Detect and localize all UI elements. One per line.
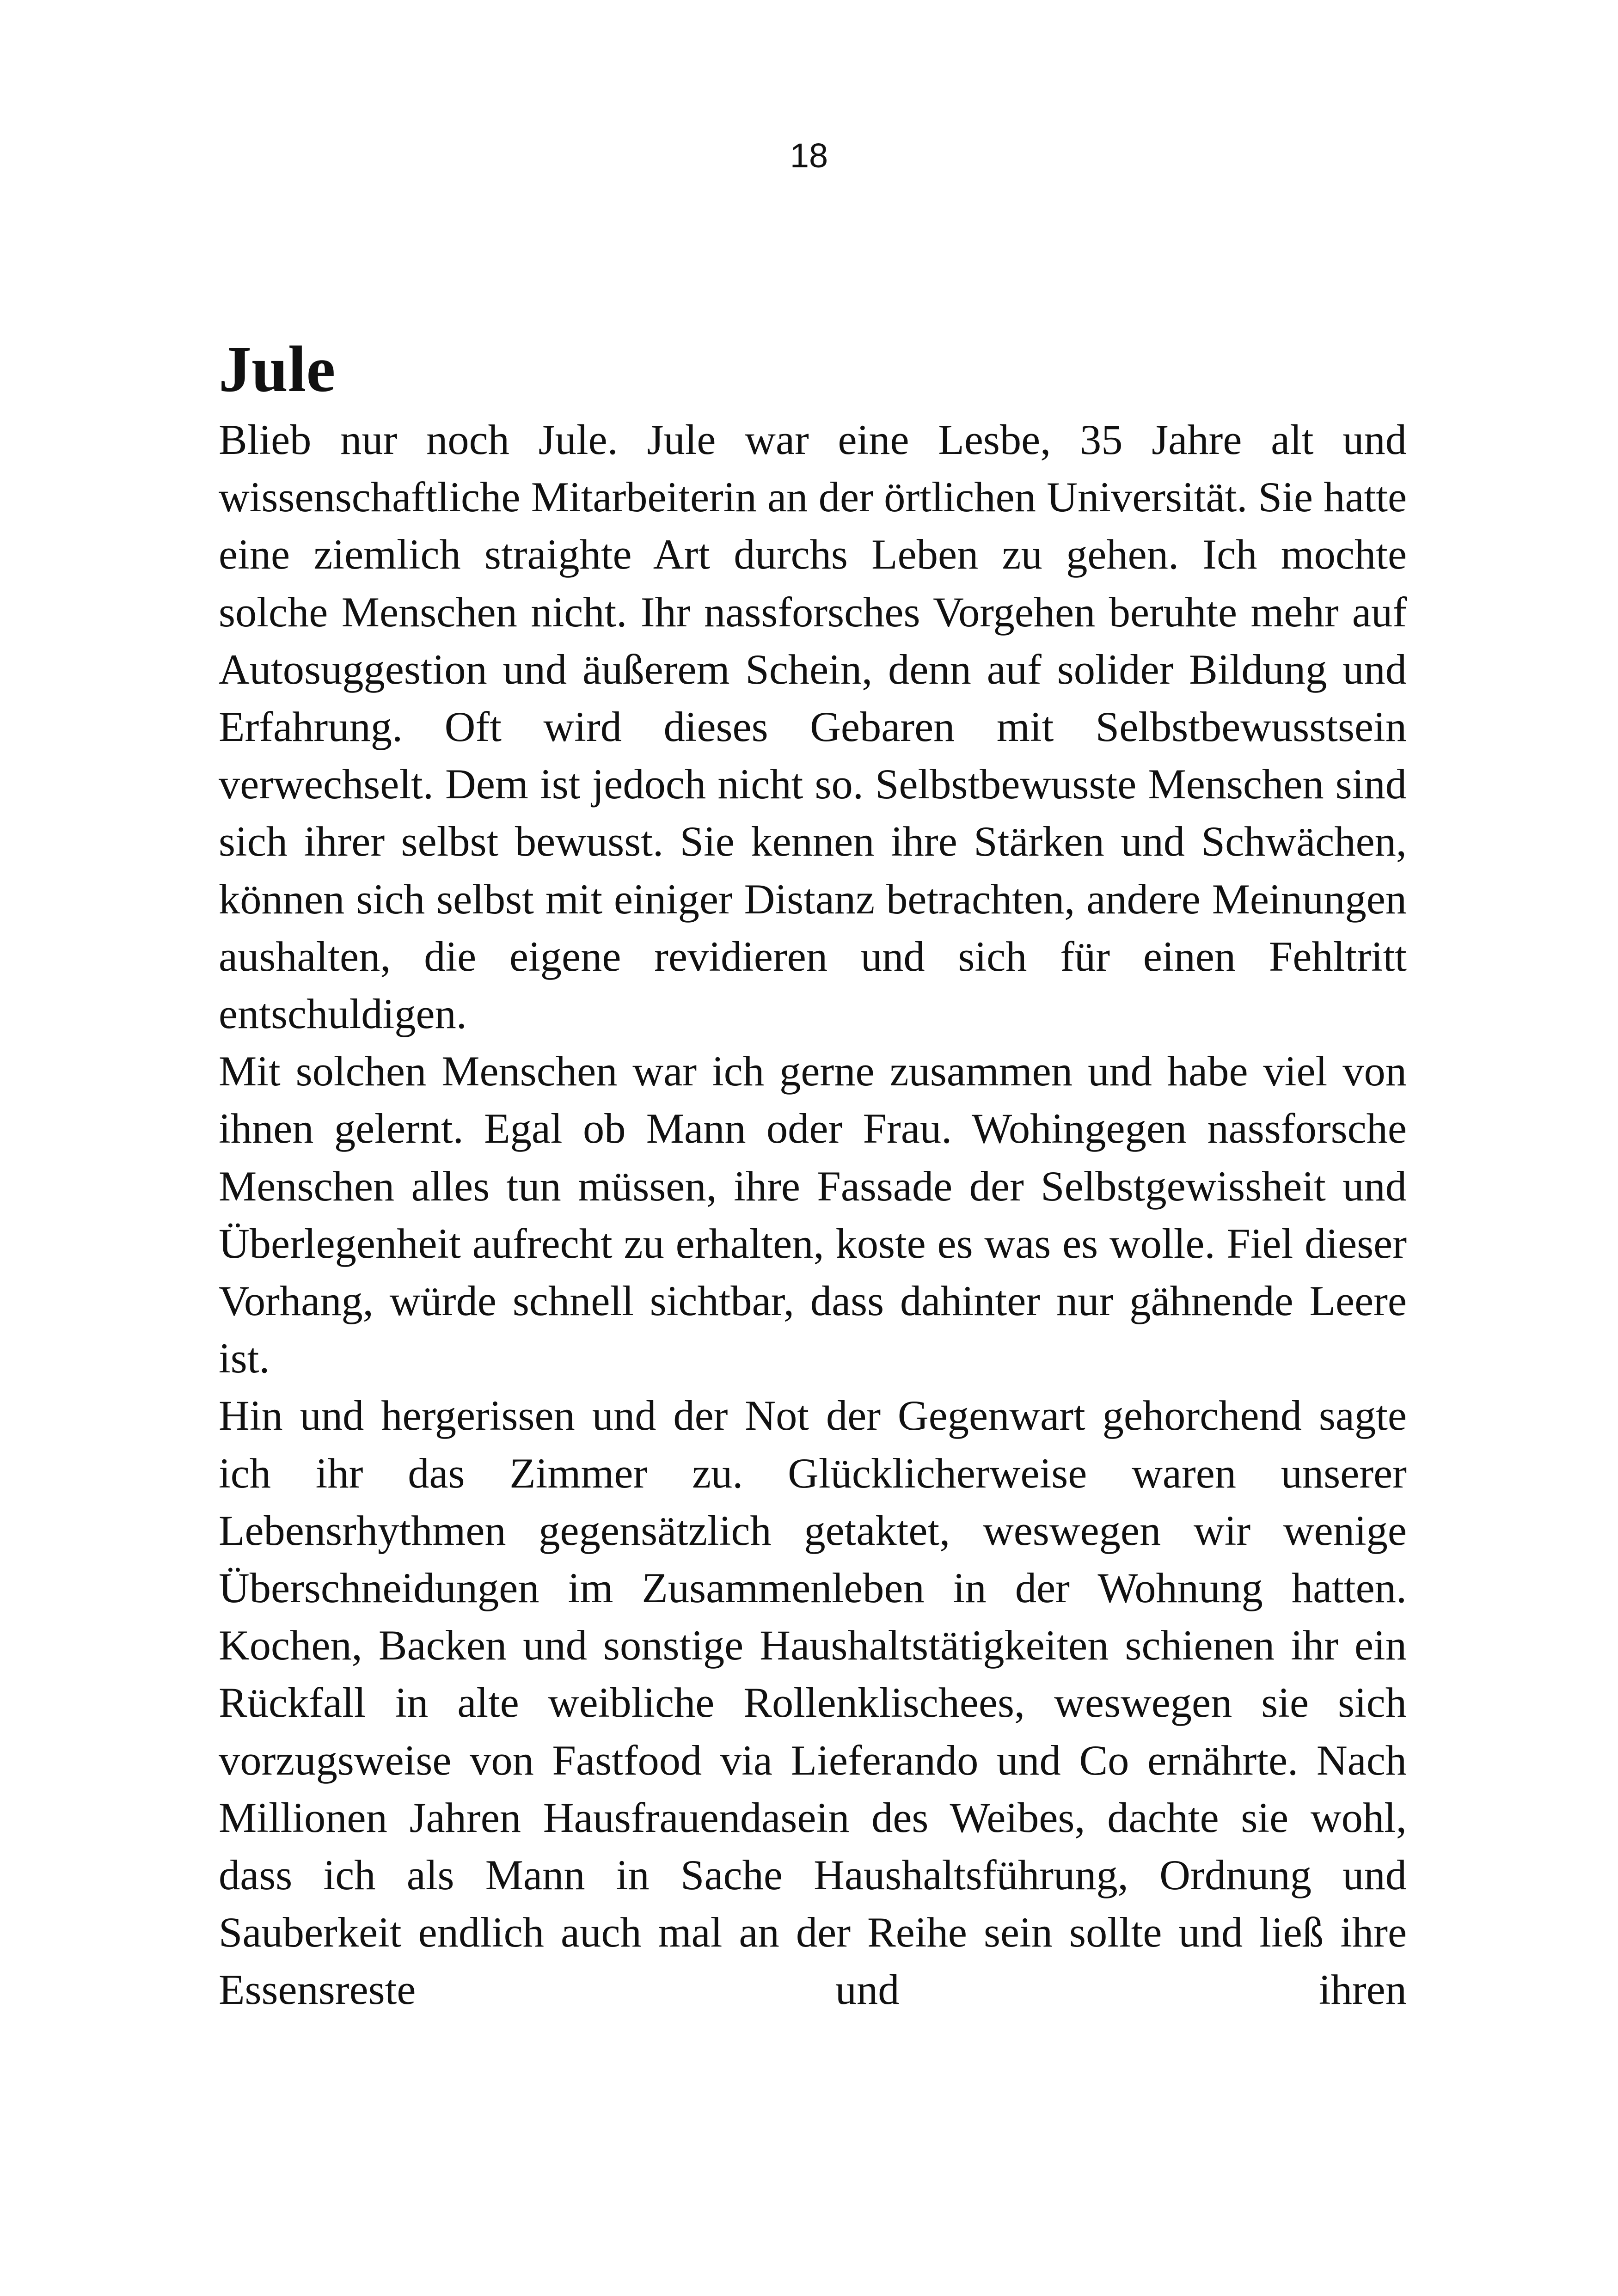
paragraph: Hin und hergerissen und der Not der Gegenwart gehorchend sagte ich ihr das Zimmer zu. Glücklicherweise waren unserer Lebensrhythmen gegensätzlich getaktet, weswegen wir wenige Überschneidungen im Zusammenleben in der Wohnung hatten. Kochen, Backen und sonstige Haushaltstätigkeiten schienen ihr ein Rückfall in alte weibliche Rollenklischees, weswegen sie sich vorzugsweise von Fastfood via Lieferando und Co ernährte. Nach Millionen Jahren Hausfrauendasein des Weibes, dachte sie wohl, dass ich als Mann in Sache Haushaltsführung, Ordnung und Sauberkeit endlich auch mal an der Reihe sein sollte und ließ ihre Essensreste und ihren bbox=[219, 1392, 1407, 2014]
chapter-title: Jule bbox=[219, 332, 336, 405]
paragraph: Blieb nur noch Jule. Jule war eine Lesbe, 35 Jahre alt und wissenschaftliche Mitarbeiterin an der örtlichen Universität. Sie hatte eine ziemlich straighte Art durchs Leben zu gehen. Ich mochte solche Menschen nicht. Ihr nassforsches Vorgehen beruhte mehr auf Autosuggestion und äußerem Schein, denn auf solider Bildung und Erfahrung. Oft wird dieses Gebaren mit Selbstbewusstsein verwechselt. Dem ist jedoch nicht so. Selbstbewusste Menschen sind sich ihrer selbst bewusst. Sie kennen ihre Stärken und Schwächen, können sich selbst mit einiger Distanz betrachten, andere Meinungen aushalten, die eigene revidieren und sich für einen Fehltritt entschuldigen. bbox=[219, 416, 1407, 1038]
body-text bbox=[219, 411, 1407, 2019]
page-number: 18 bbox=[790, 136, 828, 175]
paragraph: Mit solchen Menschen war ich gerne zusammen und habe viel von ihnen gelernt. Egal ob Mann oder Frau. Wohingegen nassforsche Menschen alles tun müssen, ihre Fassade der Selbstgewissheit und Überlegenheit aufrecht zu erhalten, koste es was es wolle. Fiel dieser Vorhang, würde schnell sichtbar, dass dahinter nur gähnende Leere ist. bbox=[219, 1048, 1407, 1383]
